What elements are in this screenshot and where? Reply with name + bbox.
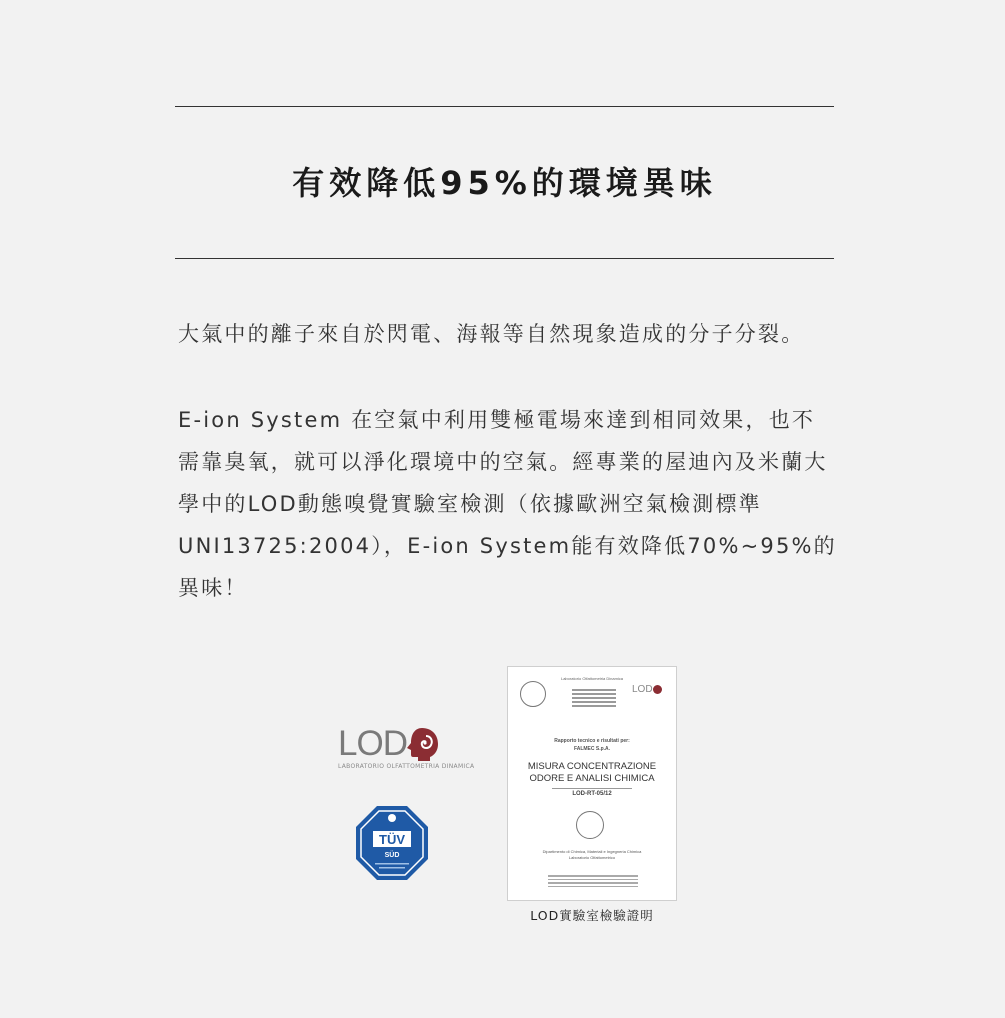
intro-paragraph: 大氣中的離子來自於閃電、海報等自然現象造成的分子分裂。 [178, 322, 805, 346]
certificate-title-line2: ODORE E ANALISI CHIMICA [529, 773, 655, 784]
head-profile-icon [404, 726, 440, 762]
tuv-sud-badge [355, 805, 429, 881]
description-paragraph: E-ion System 在空氣中利用雙極電場來達到相同效果，也不需靠臭氧，就可以淨化環境中的空氣。經專業的屋迪內及米蘭大學中的LOD動態嗅覺實驗室檢測（依據歐洲空氣檢測標準UNI13725:2004），E-ion System能有效降低70%~95%的異味！ [178, 408, 837, 600]
certificate-report-label: Rapporto tecnico e risultati per: [554, 738, 630, 744]
certificate-department: Dipartimento di Chimica, Materiali e Ingegneria Chimica [542, 849, 642, 854]
certificate-report-for [508, 737, 676, 753]
certificate-footer-lines [548, 873, 638, 889]
certificate-code: LOD-RT-05/12 [572, 791, 612, 797]
certificate-lod-logo [632, 684, 662, 695]
certificate-title [508, 761, 676, 785]
tuv-sud-text: SÜD [384, 852, 400, 859]
certificate-lab-header: Laboratorio Olfattometria Dinamica [560, 676, 624, 681]
tuv-text: TÜV [379, 832, 405, 847]
certificate-divider [552, 788, 632, 789]
head-profile-icon [653, 685, 662, 694]
lod-logo-subtitle: LABORATORIO OLFATTOMETRIA DINAMICA [338, 763, 475, 770]
certificate-address-block [568, 687, 620, 711]
certificate-title-line1: MISURA CONCENTRAZIONE [527, 761, 657, 772]
certificate-company: FALMEC S.p.A. [573, 746, 611, 752]
university-seal-icon [520, 681, 546, 707]
lod-certificate-document [507, 666, 677, 901]
certificate-caption: LOD實驗室檢驗證明 [530, 908, 654, 923]
certificate-department-block [508, 849, 676, 861]
certificate-lod-text: LOD [632, 684, 653, 695]
certificate-lab-footer: Laboratorio Olfattometrico [568, 855, 616, 860]
bottom-divider [175, 258, 834, 259]
university-seal-icon [576, 811, 604, 839]
page-title: 有效降低95%的環境異味 [292, 164, 717, 202]
top-divider [175, 106, 834, 107]
lod-logo [338, 724, 475, 772]
lod-logo-text: LOD [338, 724, 407, 763]
